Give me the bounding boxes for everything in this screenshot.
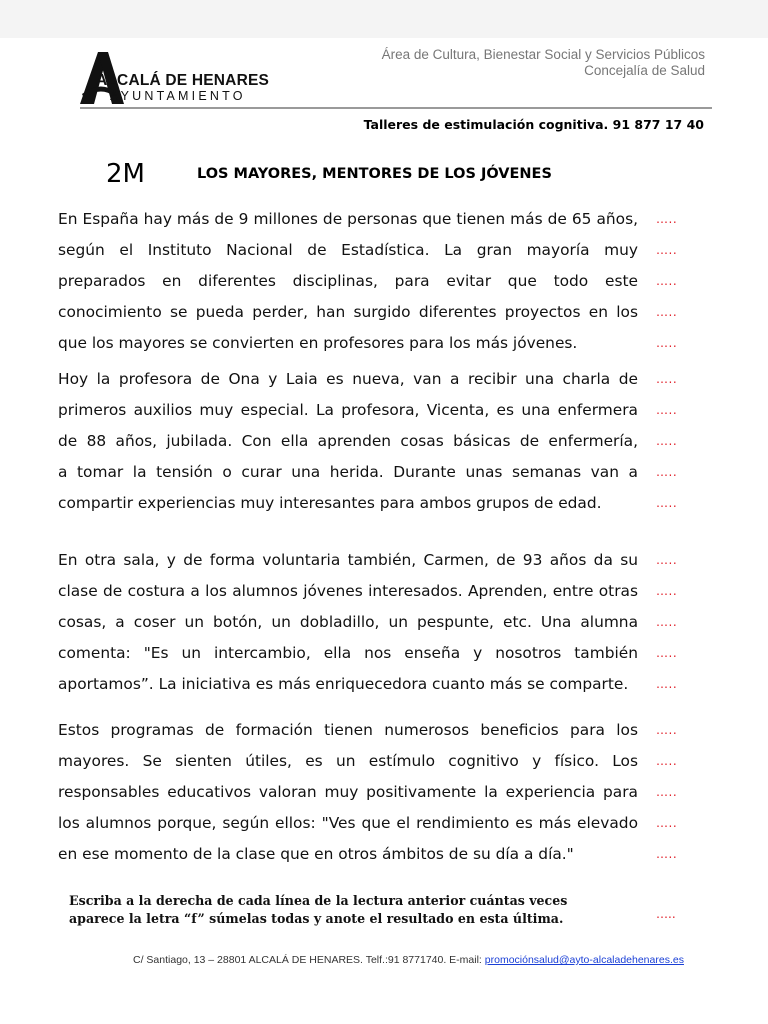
paragraph bbox=[58, 364, 638, 519]
instruction-line: Escriba a la derecha de cada línea de la lectura anterior cuántas veces bbox=[69, 893, 568, 908]
answer-mark[interactable]: ….. bbox=[656, 305, 678, 319]
text-line: conocimiento se pueda perder, han surgido diferentes proyectos en los bbox=[58, 303, 638, 321]
answer-mark[interactable]: ….. bbox=[656, 677, 678, 691]
text-line: aportamos”. La iniciativa es más enriquecedora cuanto más se comparte. bbox=[58, 675, 629, 693]
workshop-info: Talleres de estimulación cognitiva. 91 877 17 40 bbox=[363, 117, 704, 132]
answer-marks-column bbox=[656, 545, 686, 700]
text-line: de 88 años, jubilada. Con ella aprenden cosas básicas de enfermería, bbox=[58, 432, 638, 450]
footer-address: C/ Santiago, 13 – 28801 ALCALÁ DE HENARES. Telf.:91 8771740. E-mail: bbox=[133, 954, 485, 966]
instruction-line: aparece la letra “f” súmelas todas y anote el resultado en esta última. bbox=[69, 911, 564, 926]
answer-mark[interactable]: ….. bbox=[656, 403, 678, 417]
text-line: primeros auxilios muy especial. La profesora, Vicenta, es una enfermera bbox=[58, 401, 638, 419]
text-line: comenta: "Es un intercambio, ella nos enseña y nosotros también bbox=[58, 644, 638, 662]
text-line: En otra sala, y de forma voluntaria también, Carmen, de 93 años da su bbox=[58, 551, 638, 569]
text-line: cosas, a coser un botón, un dobladillo, un pespunte, etc. Una alumna bbox=[58, 613, 638, 631]
answer-mark[interactable]: ….. bbox=[656, 615, 678, 629]
answer-mark[interactable]: ….. bbox=[656, 212, 678, 226]
header-department-block bbox=[382, 47, 705, 79]
paragraph bbox=[58, 204, 638, 359]
text-line: que los mayores se convierten en profesores para los más jóvenes. bbox=[58, 334, 578, 352]
answer-marks-column bbox=[656, 204, 686, 359]
answer-mark[interactable]: ….. bbox=[656, 243, 678, 257]
footer bbox=[133, 954, 684, 966]
answer-mark[interactable]: ….. bbox=[656, 847, 678, 861]
footer-email-link[interactable]: promociónsalud@ayto-alcaladehenares.es bbox=[484, 954, 684, 966]
answer-marks-column bbox=[656, 364, 686, 519]
text-line: según el Instituto Nacional de Estadística. La gran mayoría muy bbox=[58, 241, 638, 259]
text-line: los alumnos porque, según ellos: "Ves que el rendimiento es más elevado bbox=[58, 814, 638, 832]
answer-mark[interactable]: ….. bbox=[656, 336, 678, 350]
answer-mark[interactable]: ….. bbox=[656, 274, 678, 288]
answer-mark[interactable]: ….. bbox=[656, 465, 678, 479]
text-line: a tomar la tensión o curar una herida. Durante unas semanas van a bbox=[58, 463, 638, 481]
answer-mark[interactable]: ….. bbox=[656, 553, 678, 567]
text-line: clase de costura a los alumnos jóvenes interesados. Aprenden, entre otras bbox=[58, 582, 638, 600]
department-label: Concejalía de Salud bbox=[584, 63, 705, 78]
answer-mark[interactable]: ….. bbox=[656, 372, 678, 386]
answer-marks-column bbox=[656, 715, 686, 870]
top-band bbox=[0, 0, 768, 38]
answer-mark[interactable]: ….. bbox=[656, 723, 678, 737]
answer-mark[interactable]: ….. bbox=[656, 816, 678, 830]
exercise-code: 2M bbox=[106, 159, 145, 189]
text-line: preparados en diferentes disciplinas, para evitar que todo este bbox=[58, 272, 638, 290]
area-label: Área de Cultura, Bienestar Social y Servicios Públicos bbox=[381, 47, 705, 62]
text-line: En España hay más de 9 millones de personas que tienen más de 65 años, bbox=[58, 210, 638, 228]
text-line: en ese momento de la clase que en otros ámbitos de su día a día." bbox=[58, 845, 574, 863]
logo-subtitle: AYUNTAMIENTO bbox=[110, 89, 246, 103]
answer-mark[interactable]: ….. bbox=[656, 584, 678, 598]
instruction-text bbox=[69, 892, 567, 928]
logo-name: ALCALÁ DE HENARES bbox=[96, 72, 270, 89]
answer-mark[interactable]: ….. bbox=[656, 434, 678, 448]
text-line: responsables educativos valoran muy positivamente la experiencia para bbox=[58, 783, 638, 801]
paragraph bbox=[58, 715, 638, 870]
document-title: LOS MAYORES, MENTORES DE LOS JÓVENES bbox=[197, 166, 552, 182]
text-line: mayores. Se sienten útiles, es un estímulo cognitivo y físico. Los bbox=[58, 752, 638, 770]
text-line: compartir experiencias muy interesantes para ambos grupos de edad. bbox=[58, 494, 602, 512]
text-line: Hoy la profesora de Ona y Laia es nueva, van a recibir una charla de bbox=[58, 370, 638, 388]
text-line: Estos programas de formación tienen numerosos beneficios para los bbox=[58, 721, 638, 739]
answer-mark[interactable]: ….. bbox=[656, 785, 678, 799]
total-answer-mark[interactable]: ….. bbox=[656, 907, 676, 921]
answer-mark[interactable]: ….. bbox=[656, 754, 678, 768]
header-divider bbox=[80, 107, 712, 109]
answer-mark[interactable]: ….. bbox=[656, 496, 678, 510]
answer-mark[interactable]: ….. bbox=[656, 646, 678, 660]
paragraph bbox=[58, 545, 638, 700]
